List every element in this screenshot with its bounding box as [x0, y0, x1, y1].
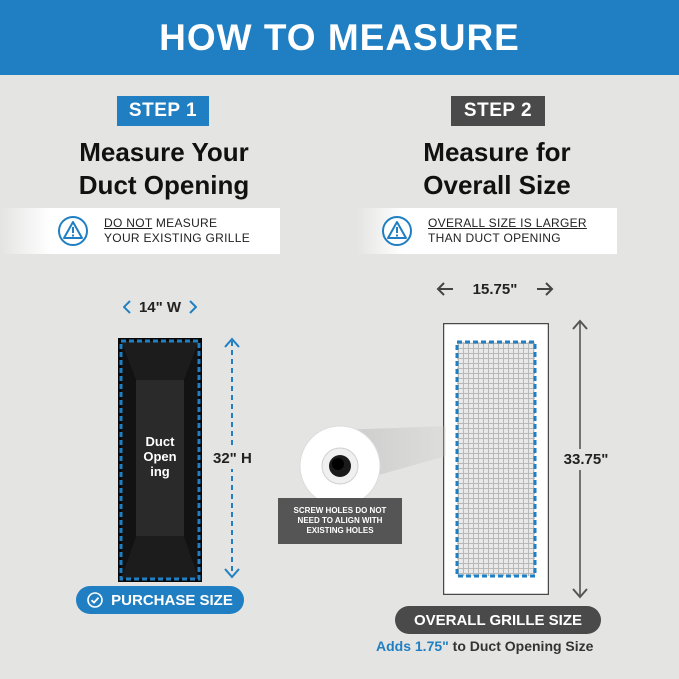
step2-badge: STEP 2	[451, 96, 545, 126]
check-circle-icon	[87, 592, 103, 608]
arrow-right-icon	[536, 282, 554, 296]
step1-warning: DO NOT MEASURE YOUR EXISTING GRILLE	[0, 208, 280, 254]
warning-triangle-icon	[58, 216, 88, 246]
step2-title: Measure for Overall Size	[423, 137, 571, 200]
screw-hole-callout-graphic	[296, 380, 446, 500]
page-header	[0, 0, 679, 75]
screw-holes-note: SCREW HOLES DO NOT NEED TO ALIGN WITH EXISTING HOLES	[278, 498, 402, 544]
arrow-left-icon	[436, 282, 454, 296]
step2-height-label: 33.75"	[556, 449, 616, 470]
chevron-right-icon	[189, 300, 197, 314]
step1-width-dimension: 14" W	[116, 296, 204, 318]
duct-opening-label: Duct Open ing	[143, 434, 177, 479]
page-title: HOW TO MEASURE	[159, 16, 520, 58]
warning-emphasis: DO NOT	[104, 216, 153, 230]
step1-height-label: 32" H	[213, 450, 252, 467]
step1-title: Measure Your Duct Opening	[78, 137, 250, 200]
chevron-left-icon	[123, 300, 131, 314]
step2-warning: OVERALL SIZE IS LARGER THAN DUCT OPENING	[356, 208, 617, 254]
step2-width-dimension: 15.75"	[436, 277, 554, 301]
warning-triangle-icon	[382, 216, 412, 246]
purchase-size-badge: PURCHASE SIZE	[76, 586, 244, 614]
adds-size-caption: Adds 1.75" to Duct Opening Size	[376, 638, 594, 654]
step1-badge: STEP 1	[117, 96, 209, 126]
overall-grille-size-badge: OVERALL GRILLE SIZE	[395, 606, 601, 634]
grille-illustration	[443, 323, 549, 595]
